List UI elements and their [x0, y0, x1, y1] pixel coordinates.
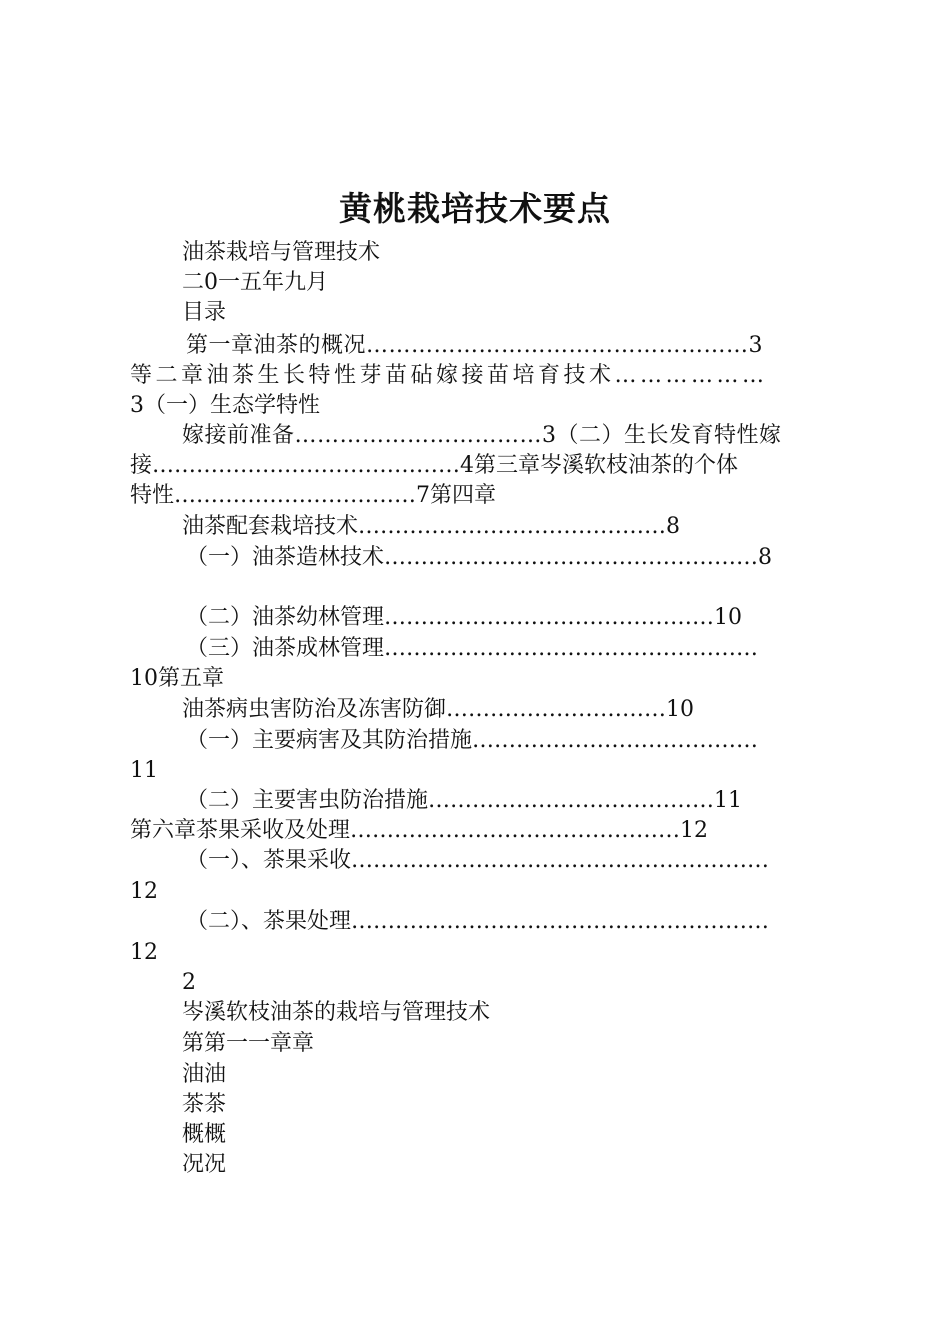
toc-line: （一）主要病害及其防治措施…………………………………	[186, 728, 759, 753]
page-number: 2	[182, 970, 196, 995]
toc-line: （二）、茶果处理…………………………………………………	[186, 909, 770, 934]
text-line: 岑溪软枝油茶的栽培与管理技术	[182, 1000, 491, 1025]
toc-line: 等二章油茶生长特性芽苗砧嫁接苗培育技术………………	[130, 363, 768, 388]
toc-line: （一）油茶造林技术……………………………………………8	[186, 545, 772, 570]
text-line: 概概	[182, 1122, 227, 1147]
toc-line: 第一章油茶的概况……………………………………………3	[186, 333, 763, 358]
toc-line: （三）油茶成林管理……………………………………………	[186, 636, 759, 661]
toc-line: 油茶病虫害防治及冻害防御…………………………10	[182, 697, 694, 722]
toc-line: 接……………………………………4第三章岑溪软枝油茶的个体	[130, 453, 738, 478]
text-line: 油油	[182, 1062, 227, 1087]
toc-line: 10第五章	[130, 666, 224, 691]
document-title: 黄桃栽培技术要点	[339, 189, 611, 228]
toc-line: 嫁接前准备……………………………3（二）生长发育特性嫁	[182, 423, 782, 448]
text-line: 第第一一章章	[182, 1031, 315, 1056]
toc-line: 特性……………………………7第四章	[130, 483, 496, 508]
toc-line: 油茶配套栽培技术……………………………………8	[182, 514, 680, 539]
text-line: 油茶栽培与管理技术	[182, 240, 381, 265]
text-line: 茶茶	[182, 1092, 227, 1117]
text-line: 况况	[182, 1152, 227, 1177]
toc-line: 12	[130, 879, 158, 904]
toc-line: （一）、茶果采收…………………………………………………	[186, 848, 770, 873]
toc-line: 12	[130, 940, 158, 965]
toc-line: （二）主要害虫防治措施…………………………………11	[186, 788, 742, 813]
toc-line: 3（一）生态学特性	[130, 393, 320, 418]
toc-line: 11	[130, 758, 158, 783]
text-line: 目录	[182, 300, 227, 325]
toc-line: （二）油茶幼林管理………………………………………10	[186, 605, 742, 630]
toc-line: 第六章茶果采收及处理………………………………………12	[130, 818, 708, 843]
text-line: 二0一五年九月	[182, 270, 328, 295]
